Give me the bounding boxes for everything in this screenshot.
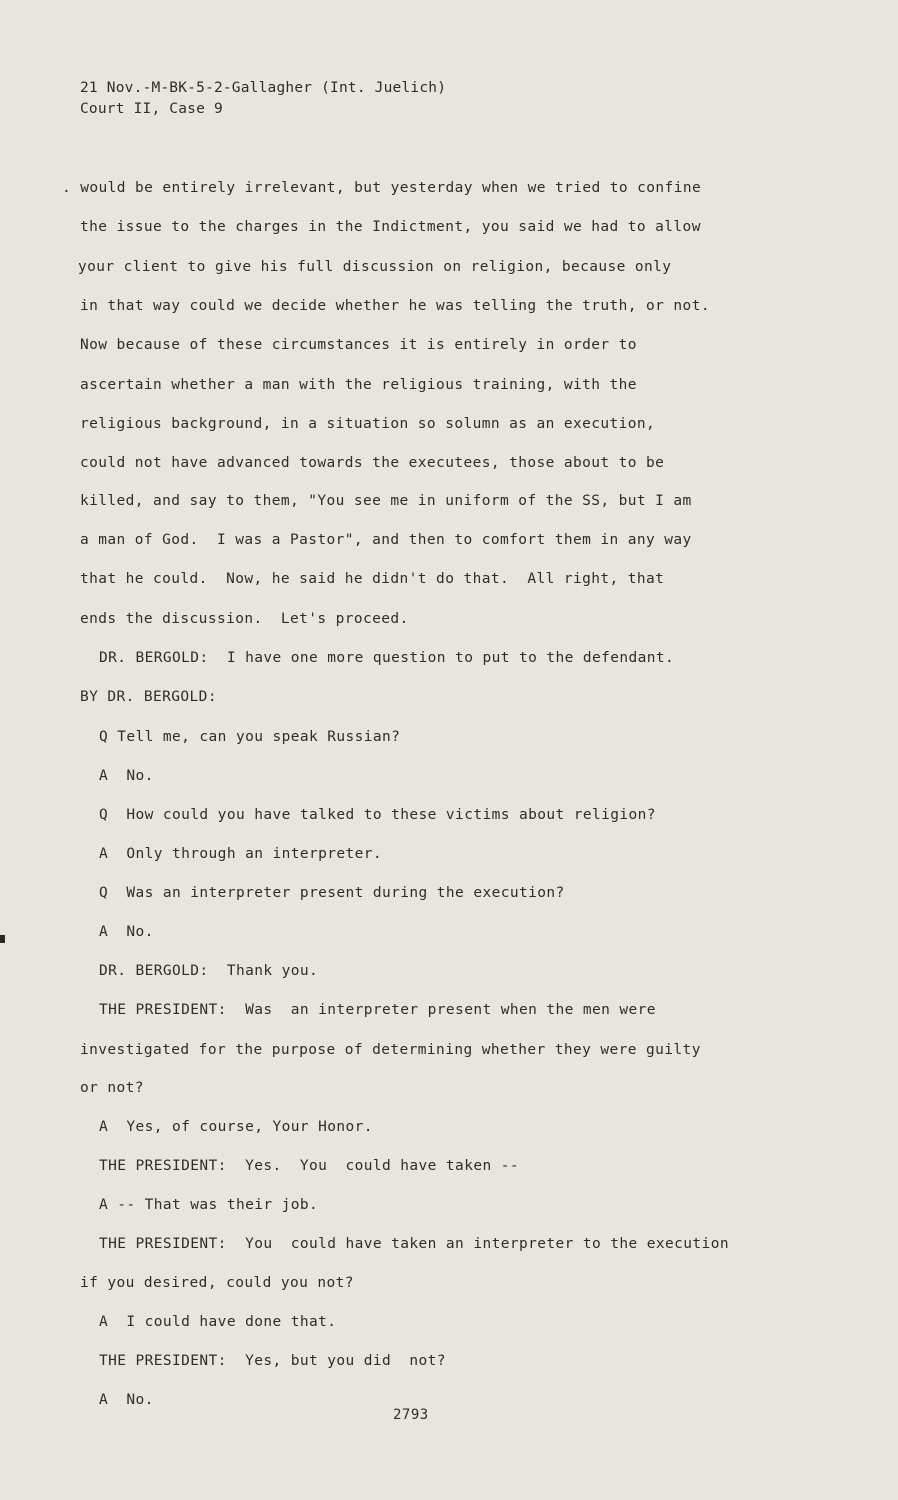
- question-line: Q Was an interpreter present during the execution?: [99, 885, 565, 901]
- text-line: or not?: [80, 1080, 144, 1096]
- header-line-2: Court II, Case 9: [80, 101, 223, 117]
- answer-line: A Yes, of course, Your Honor.: [99, 1119, 373, 1135]
- question-line: Q How could you have talked to these victims about religion?: [99, 807, 656, 823]
- text-line: if you desired, could you not?: [80, 1275, 354, 1291]
- text-line: your client to give his full discussion on religion, because only: [78, 259, 672, 275]
- speaker-line: THE PRESIDENT: Was an interpreter present when the men were: [99, 1002, 656, 1018]
- speaker-line: DR. BERGOLD: Thank you.: [99, 963, 319, 979]
- answer-line: A I could have done that.: [99, 1314, 337, 1330]
- question-line: Q Tell me, can you speak Russian?: [99, 729, 401, 745]
- text-line: could not have advanced towards the executees, those about to be: [80, 455, 665, 471]
- speaker-line: THE PRESIDENT: You could have taken an interpreter to the execution: [99, 1236, 729, 1252]
- text-line: Now because of these circumstances it is entirely in order to: [80, 337, 637, 353]
- text-line: the issue to the charges in the Indictment, you said we had to allow: [80, 219, 701, 235]
- text-line: ends the discussion. Let's proceed.: [80, 611, 409, 627]
- answer-line: A No.: [99, 924, 154, 940]
- text-line: . would be entirely irrelevant, but yesterday when we tried to confine: [62, 180, 702, 196]
- answer-line: A No.: [99, 1392, 154, 1408]
- header-line-1: 21 Nov.-M-BK-5-2-Gallagher (Int. Juelich): [80, 80, 447, 96]
- speaker-line: BY DR. BERGOLD:: [80, 689, 217, 705]
- speaker-line: THE PRESIDENT: Yes. You could have taken --: [99, 1158, 519, 1174]
- document-header: [80, 78, 446, 120]
- answer-line: A -- That was their job.: [99, 1197, 319, 1213]
- text-line: killed, and say to them, "You see me in uniform of the SS, but I am: [80, 493, 692, 509]
- page-number: 2793: [393, 1407, 429, 1423]
- text-line: a man of God. I was a Pastor", and then to comfort them in any way: [80, 532, 692, 548]
- speaker-line: DR. BERGOLD: I have one more question to put to the defendant.: [99, 650, 675, 666]
- answer-line: A No.: [99, 768, 154, 784]
- answer-line: A Only through an interpreter.: [99, 846, 383, 862]
- text-line: investigated for the purpose of determining whether they were guilty: [80, 1042, 701, 1058]
- text-line: that he could. Now, he said he didn't do that. All right, that: [80, 571, 665, 587]
- binding-mark: [0, 935, 5, 943]
- text-line: religious background, in a situation so solumn as an execution,: [80, 416, 656, 432]
- text-line: ascertain whether a man with the religious training, with the: [80, 377, 637, 393]
- text-line: in that way could we decide whether he was telling the truth, or not.: [80, 298, 710, 314]
- speaker-line: THE PRESIDENT: Yes, but you did not?: [99, 1353, 446, 1369]
